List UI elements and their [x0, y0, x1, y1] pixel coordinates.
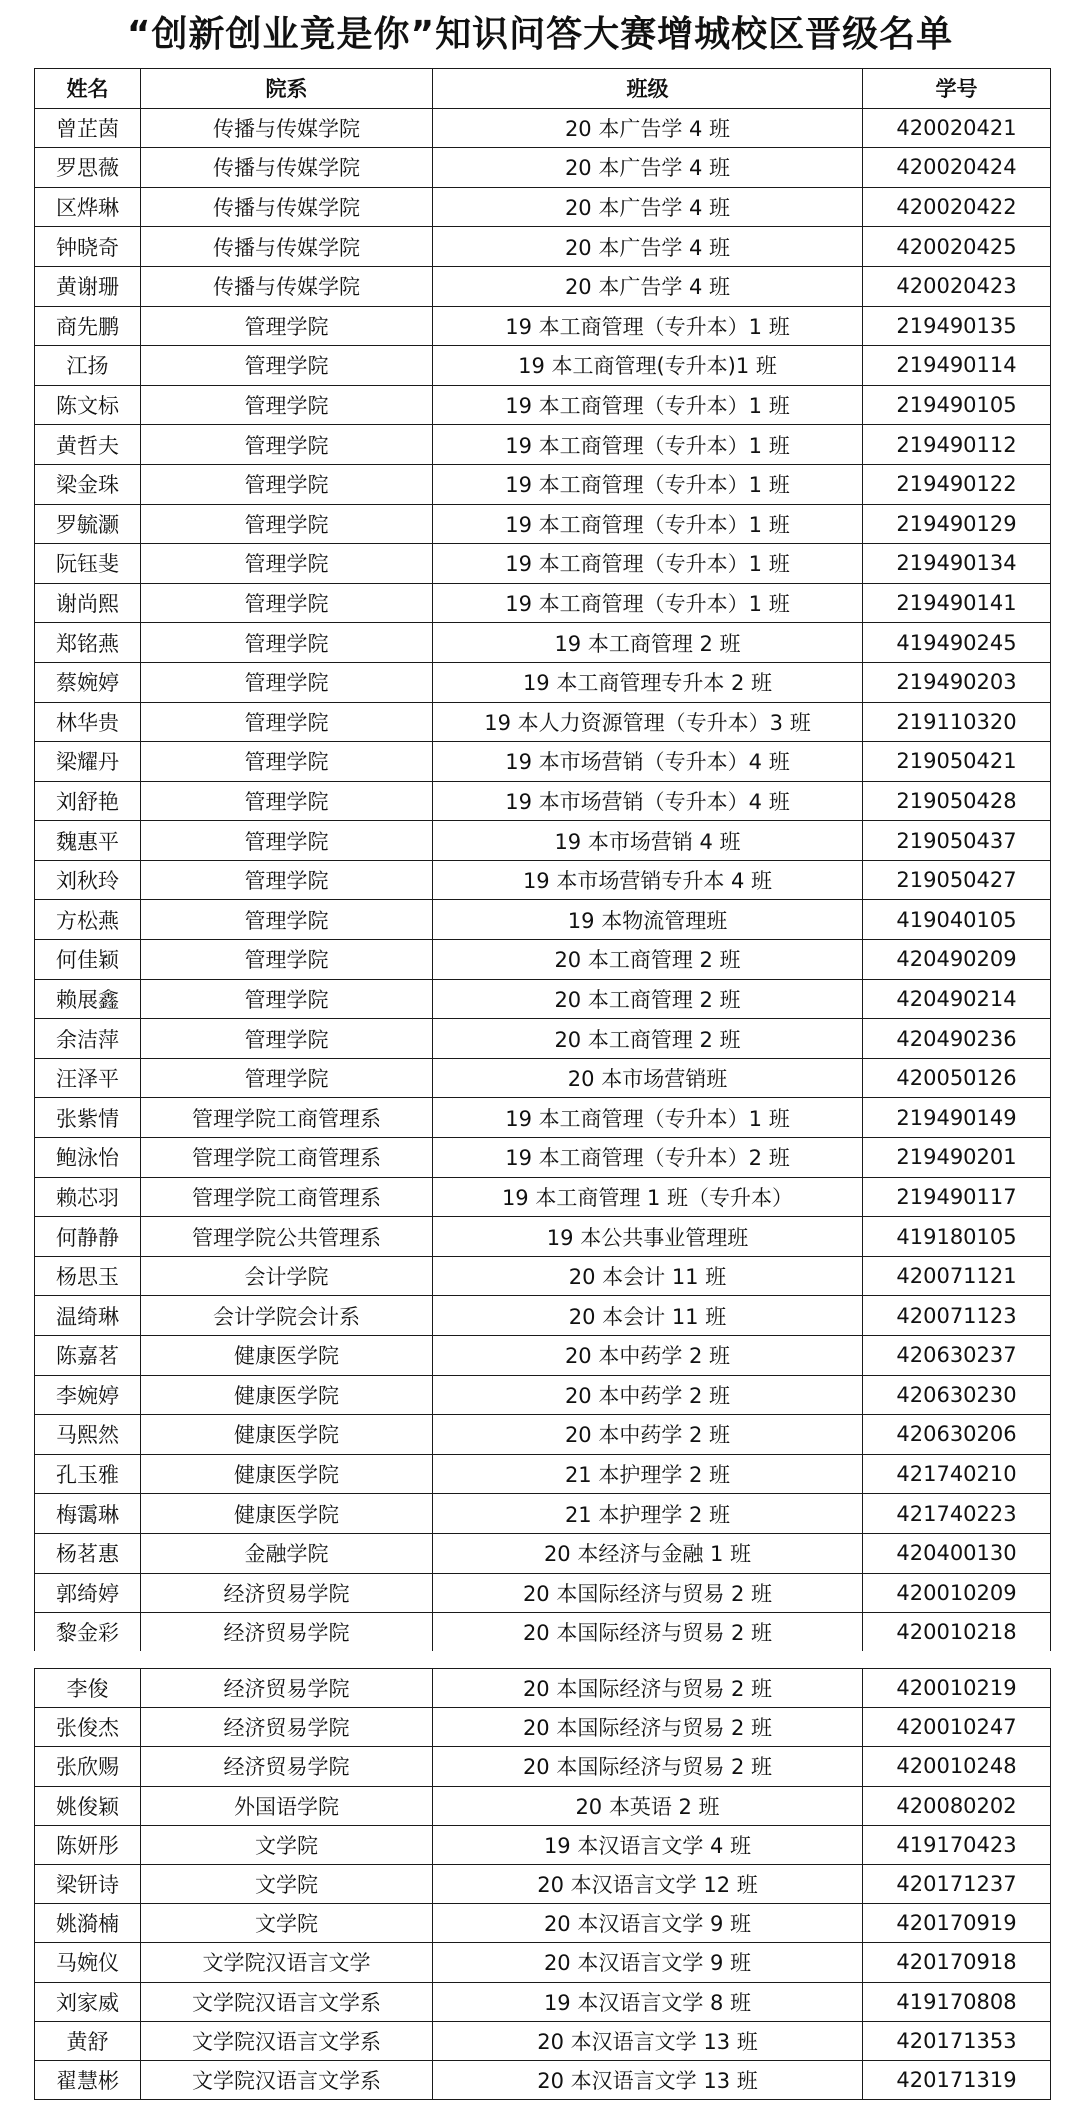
table-row [35, 821, 1051, 861]
cell-department: 管理学院 [141, 900, 433, 940]
cell-class: 19 本工商管理（专升本）1 班 [433, 504, 863, 544]
cell-name: 刘家威 [35, 1982, 141, 2021]
cell-name: 谢尚熙 [35, 583, 141, 623]
table-row [35, 544, 1051, 584]
cell-student-id: 219490201 [863, 1138, 1051, 1178]
cell-department: 传播与传媒学院 [141, 108, 433, 148]
cell-department: 文学院汉语言文学 [141, 1943, 433, 1982]
cell-class: 20 本国际经济与贸易 2 班 [433, 1613, 863, 1653]
cell-student-id: 419170808 [863, 1982, 1051, 2021]
table-row [35, 187, 1051, 227]
cell-class: 19 本工商管理(专升本)1 班 [433, 346, 863, 386]
cell-student-id: 420490209 [863, 940, 1051, 980]
cell-department: 管理学院 [141, 781, 433, 821]
cell-class: 20 本中药学 2 班 [433, 1415, 863, 1455]
cell-department: 经济贸易学院 [141, 1708, 433, 1747]
cell-department: 管理学院 [141, 306, 433, 346]
cell-student-id: 420630237 [863, 1336, 1051, 1376]
table-row [35, 860, 1051, 900]
cell-name: 黄谢珊 [35, 266, 141, 306]
table-row [35, 2021, 1051, 2060]
cell-department: 文学院汉语言文学系 [141, 1982, 433, 2021]
cell-class: 21 本护理学 2 班 [433, 1494, 863, 1534]
cell-name: 马婉仪 [35, 1943, 141, 1982]
cell-name: 黄舒 [35, 2021, 141, 2060]
cell-name: 钟晓奇 [35, 227, 141, 267]
cell-student-id: 219110320 [863, 702, 1051, 742]
cell-department: 外国语学院 [141, 1786, 433, 1825]
cell-class: 20 本国际经济与贸易 2 班 [433, 1708, 863, 1747]
cell-name: 区烨琳 [35, 187, 141, 227]
cell-name: 郭绮婷 [35, 1573, 141, 1613]
cell-name: 汪泽平 [35, 1058, 141, 1098]
cell-student-id: 420171237 [863, 1864, 1051, 1903]
cell-department: 传播与传媒学院 [141, 187, 433, 227]
cell-class: 19 本物流管理班 [433, 900, 863, 940]
cell-name: 杨茗惠 [35, 1533, 141, 1573]
cell-class: 19 本工商管理（专升本）1 班 [433, 1098, 863, 1138]
cell-name: 梁金珠 [35, 464, 141, 504]
table-row [35, 781, 1051, 821]
table-row [35, 1904, 1051, 1943]
table-row [35, 1098, 1051, 1138]
cell-class: 19 本工商管理（专升本）1 班 [433, 306, 863, 346]
table-row [35, 1375, 1051, 1415]
cell-class: 19 本市场营销（专升本）4 班 [433, 742, 863, 782]
cell-class: 20 本经济与金融 1 班 [433, 1533, 863, 1573]
cell-department: 管理学院工商管理系 [141, 1138, 433, 1178]
table-row [35, 1669, 1051, 1708]
table-row [35, 1336, 1051, 1376]
cell-department: 会计学院 [141, 1256, 433, 1296]
cell-student-id: 420020425 [863, 227, 1051, 267]
cell-department: 管理学院 [141, 662, 433, 702]
cell-class: 20 本广告学 4 班 [433, 227, 863, 267]
cell-student-id: 420071121 [863, 1256, 1051, 1296]
cell-student-id: 219490149 [863, 1098, 1051, 1138]
page-split-gap [0, 1651, 1080, 1665]
cell-class: 20 本汉语言文学 12 班 [433, 1864, 863, 1903]
roster-table-part-1 [34, 68, 1051, 1653]
roster-body-part-2 [35, 1669, 1051, 2100]
cell-student-id: 420020424 [863, 148, 1051, 188]
cell-student-id: 420010209 [863, 1573, 1051, 1613]
cell-name: 林华贵 [35, 702, 141, 742]
cell-class: 19 本工商管理（专升本）1 班 [433, 425, 863, 465]
table-row [35, 979, 1051, 1019]
table-row [35, 385, 1051, 425]
cell-student-id: 219050428 [863, 781, 1051, 821]
cell-class: 19 本人力资源管理（专升本）3 班 [433, 702, 863, 742]
page-title: “创新创业竟是你”知识问答大赛增城校区晋级名单 [126, 14, 954, 55]
cell-class: 19 本市场营销 4 班 [433, 821, 863, 861]
cell-student-id: 420010219 [863, 1669, 1051, 1708]
cell-student-id: 420020423 [863, 266, 1051, 306]
table-row [35, 266, 1051, 306]
cell-student-id: 420171353 [863, 2021, 1051, 2060]
table-row [35, 1708, 1051, 1747]
cell-student-id: 419490245 [863, 623, 1051, 663]
cell-department: 传播与传媒学院 [141, 148, 433, 188]
cell-name: 江扬 [35, 346, 141, 386]
cell-department: 管理学院 [141, 940, 433, 980]
cell-name: 鲍泳怡 [35, 1138, 141, 1178]
cell-department: 管理学院 [141, 1019, 433, 1059]
cell-class: 19 本工商管理（专升本）1 班 [433, 464, 863, 504]
table-row [35, 742, 1051, 782]
cell-department: 管理学院工商管理系 [141, 1098, 433, 1138]
table-row [35, 1415, 1051, 1455]
table-row [35, 306, 1051, 346]
cell-department: 管理学院 [141, 742, 433, 782]
cell-department: 管理学院 [141, 544, 433, 584]
cell-department: 管理学院工商管理系 [141, 1177, 433, 1217]
cell-student-id: 219490112 [863, 425, 1051, 465]
cell-class: 20 本市场营销班 [433, 1058, 863, 1098]
cell-class: 19 本工商管理（专升本）2 班 [433, 1138, 863, 1178]
cell-department: 管理学院 [141, 504, 433, 544]
cell-student-id: 219490135 [863, 306, 1051, 346]
cell-name: 黎金彩 [35, 1613, 141, 1653]
cell-class: 19 本汉语言文学 4 班 [433, 1825, 863, 1864]
cell-student-id: 420080202 [863, 1786, 1051, 1825]
cell-class: 20 本国际经济与贸易 2 班 [433, 1573, 863, 1613]
cell-name: 张俊杰 [35, 1708, 141, 1747]
table-row [35, 1825, 1051, 1864]
cell-department: 管理学院 [141, 1058, 433, 1098]
cell-student-id: 219490117 [863, 1177, 1051, 1217]
cell-department: 文学院 [141, 1904, 433, 1943]
cell-name: 罗毓灏 [35, 504, 141, 544]
roster-table-part-2 [34, 1668, 1051, 2100]
cell-name: 余洁萍 [35, 1019, 141, 1059]
table-row [35, 583, 1051, 623]
cell-department: 管理学院 [141, 346, 433, 386]
cell-student-id: 420630230 [863, 1375, 1051, 1415]
table-row [35, 425, 1051, 465]
cell-student-id: 420630206 [863, 1415, 1051, 1455]
cell-department: 经济贸易学院 [141, 1669, 433, 1708]
table-row [35, 702, 1051, 742]
table-row [35, 1864, 1051, 1903]
cell-department: 会计学院会计系 [141, 1296, 433, 1336]
header-name: 姓名 [35, 69, 141, 109]
cell-name: 李婉婷 [35, 1375, 141, 1415]
cell-name: 商先鹏 [35, 306, 141, 346]
cell-student-id: 420170918 [863, 1943, 1051, 1982]
table-row [35, 1747, 1051, 1786]
cell-class: 20 本工商管理 2 班 [433, 940, 863, 980]
cell-department: 健康医学院 [141, 1494, 433, 1534]
table-row [35, 504, 1051, 544]
table-row [35, 227, 1051, 267]
table-row [35, 662, 1051, 702]
cell-class: 20 本广告学 4 班 [433, 266, 863, 306]
cell-class: 20 本会计 11 班 [433, 1296, 863, 1336]
cell-class: 20 本汉语言文学 13 班 [433, 2060, 863, 2099]
cell-name: 何佳颖 [35, 940, 141, 980]
cell-name: 翟慧彬 [35, 2060, 141, 2099]
cell-name: 蔡婉婷 [35, 662, 141, 702]
cell-class: 20 本广告学 4 班 [433, 108, 863, 148]
cell-department: 传播与传媒学院 [141, 227, 433, 267]
cell-class: 20 本英语 2 班 [433, 1786, 863, 1825]
cell-student-id: 420400130 [863, 1533, 1051, 1573]
cell-name: 李俊 [35, 1669, 141, 1708]
table-row [35, 1533, 1051, 1573]
cell-name: 魏惠平 [35, 821, 141, 861]
cell-name: 刘舒艳 [35, 781, 141, 821]
cell-student-id: 421740223 [863, 1494, 1051, 1534]
cell-class: 20 本中药学 2 班 [433, 1336, 863, 1376]
cell-class: 19 本公共事业管理班 [433, 1217, 863, 1257]
cell-department: 经济贸易学院 [141, 1747, 433, 1786]
table-row [35, 1982, 1051, 2021]
cell-student-id: 420071123 [863, 1296, 1051, 1336]
table-row [35, 623, 1051, 663]
cell-department: 文学院汉语言文学系 [141, 2060, 433, 2099]
table-row [35, 1454, 1051, 1494]
cell-department: 管理学院 [141, 385, 433, 425]
cell-student-id: 219490114 [863, 346, 1051, 386]
cell-class: 21 本护理学 2 班 [433, 1454, 863, 1494]
cell-department: 管理学院 [141, 860, 433, 900]
cell-name: 陈文标 [35, 385, 141, 425]
header-department: 院系 [141, 69, 433, 109]
table-row [35, 346, 1051, 386]
cell-class: 20 本汉语言文学 9 班 [433, 1904, 863, 1943]
cell-student-id: 420010218 [863, 1613, 1051, 1653]
cell-class: 19 本市场营销专升本 4 班 [433, 860, 863, 900]
table-row [35, 108, 1051, 148]
cell-student-id: 421740210 [863, 1454, 1051, 1494]
cell-student-id: 420020422 [863, 187, 1051, 227]
cell-student-id: 219050437 [863, 821, 1051, 861]
cell-student-id: 420490236 [863, 1019, 1051, 1059]
cell-student-id: 219490141 [863, 583, 1051, 623]
cell-department: 经济贸易学院 [141, 1573, 433, 1613]
cell-department: 管理学院 [141, 464, 433, 504]
cell-class: 19 本汉语言文学 8 班 [433, 1982, 863, 2021]
cell-department: 管理学院 [141, 979, 433, 1019]
table-row [35, 940, 1051, 980]
cell-class: 19 本工商管理（专升本）1 班 [433, 583, 863, 623]
table-row [35, 464, 1051, 504]
table-row [35, 148, 1051, 188]
cell-department: 健康医学院 [141, 1454, 433, 1494]
cell-student-id: 420050126 [863, 1058, 1051, 1098]
cell-name: 曾芷茵 [35, 108, 141, 148]
cell-name: 姚漪楠 [35, 1904, 141, 1943]
cell-name: 梁耀丹 [35, 742, 141, 782]
table-row [35, 1217, 1051, 1257]
cell-student-id: 420010248 [863, 1747, 1051, 1786]
roster-body-part-1 [35, 108, 1051, 1652]
cell-department: 文学院汉语言文学系 [141, 2021, 433, 2060]
cell-department: 健康医学院 [141, 1336, 433, 1376]
cell-name: 张紫情 [35, 1098, 141, 1138]
cell-department: 管理学院 [141, 583, 433, 623]
cell-student-id: 219050421 [863, 742, 1051, 782]
cell-student-id: 219490134 [863, 544, 1051, 584]
cell-name: 张欣赐 [35, 1747, 141, 1786]
cell-department: 健康医学院 [141, 1415, 433, 1455]
cell-name: 陈妍彤 [35, 1825, 141, 1864]
cell-department: 管理学院 [141, 702, 433, 742]
cell-name: 温绮琳 [35, 1296, 141, 1336]
cell-class: 19 本工商管理（专升本）1 班 [433, 544, 863, 584]
table-row [35, 1296, 1051, 1336]
table-row [35, 900, 1051, 940]
cell-class: 19 本工商管理 2 班 [433, 623, 863, 663]
cell-name: 马熙然 [35, 1415, 141, 1455]
cell-name: 陈嘉茗 [35, 1336, 141, 1376]
cell-class: 20 本工商管理 2 班 [433, 979, 863, 1019]
cell-name: 赖展鑫 [35, 979, 141, 1019]
cell-name: 姚俊颖 [35, 1786, 141, 1825]
cell-department: 经济贸易学院 [141, 1613, 433, 1653]
cell-name: 刘秋玲 [35, 860, 141, 900]
table-row [35, 1613, 1051, 1653]
cell-student-id: 219490122 [863, 464, 1051, 504]
cell-name: 方松燕 [35, 900, 141, 940]
table-row [35, 2060, 1051, 2099]
cell-department: 传播与传媒学院 [141, 266, 433, 306]
cell-department: 管理学院公共管理系 [141, 1217, 433, 1257]
table-row [35, 1256, 1051, 1296]
cell-department: 管理学院 [141, 821, 433, 861]
cell-name: 梁钘诗 [35, 1864, 141, 1903]
cell-name: 梅霭琳 [35, 1494, 141, 1534]
table-row [35, 1177, 1051, 1217]
cell-name: 何静静 [35, 1217, 141, 1257]
cell-student-id: 219490105 [863, 385, 1051, 425]
cell-class: 19 本工商管理（专升本）1 班 [433, 385, 863, 425]
cell-student-id: 420170919 [863, 1904, 1051, 1943]
cell-class: 20 本会计 11 班 [433, 1256, 863, 1296]
cell-student-id: 219490203 [863, 662, 1051, 702]
cell-class: 20 本国际经济与贸易 2 班 [433, 1669, 863, 1708]
cell-class: 19 本工商管理专升本 2 班 [433, 662, 863, 702]
cell-class: 20 本工商管理 2 班 [433, 1019, 863, 1059]
cell-class: 20 本汉语言文学 13 班 [433, 2021, 863, 2060]
cell-class: 20 本国际经济与贸易 2 班 [433, 1747, 863, 1786]
cell-class: 19 本工商管理 1 班（专升本） [433, 1177, 863, 1217]
table-row [35, 1138, 1051, 1178]
cell-name: 阮钰斐 [35, 544, 141, 584]
cell-class: 19 本市场营销（专升本）4 班 [433, 781, 863, 821]
table-row [35, 1943, 1051, 1982]
cell-class: 20 本广告学 4 班 [433, 148, 863, 188]
cell-class: 20 本广告学 4 班 [433, 187, 863, 227]
cell-student-id: 419180105 [863, 1217, 1051, 1257]
cell-student-id: 419040105 [863, 900, 1051, 940]
table-row [35, 1494, 1051, 1534]
cell-department: 文学院 [141, 1825, 433, 1864]
cell-student-id: 420020421 [863, 108, 1051, 148]
cell-department: 管理学院 [141, 623, 433, 663]
cell-department: 健康医学院 [141, 1375, 433, 1415]
cell-name: 黄哲夫 [35, 425, 141, 465]
cell-student-id: 219490129 [863, 504, 1051, 544]
cell-name: 赖芯羽 [35, 1177, 141, 1217]
header-class: 班级 [433, 69, 863, 109]
cell-student-id: 420171319 [863, 2060, 1051, 2099]
cell-class: 20 本中药学 2 班 [433, 1375, 863, 1415]
header-student-id: 学号 [863, 69, 1051, 109]
cell-student-id: 420490214 [863, 979, 1051, 1019]
cell-department: 金融学院 [141, 1533, 433, 1573]
cell-student-id: 419170423 [863, 1825, 1051, 1864]
table-row [35, 1786, 1051, 1825]
table-row [35, 1019, 1051, 1059]
cell-name: 罗思薇 [35, 148, 141, 188]
cell-department: 管理学院 [141, 425, 433, 465]
table-row [35, 1573, 1051, 1613]
cell-name: 杨思玉 [35, 1256, 141, 1296]
table-row [35, 1058, 1051, 1098]
cell-department: 文学院 [141, 1864, 433, 1903]
cell-class: 20 本汉语言文学 9 班 [433, 1943, 863, 1982]
cell-name: 郑铭燕 [35, 623, 141, 663]
cell-student-id: 420010247 [863, 1708, 1051, 1747]
table-header-row [35, 69, 1051, 109]
cell-student-id: 219050427 [863, 860, 1051, 900]
cell-name: 孔玉雅 [35, 1454, 141, 1494]
